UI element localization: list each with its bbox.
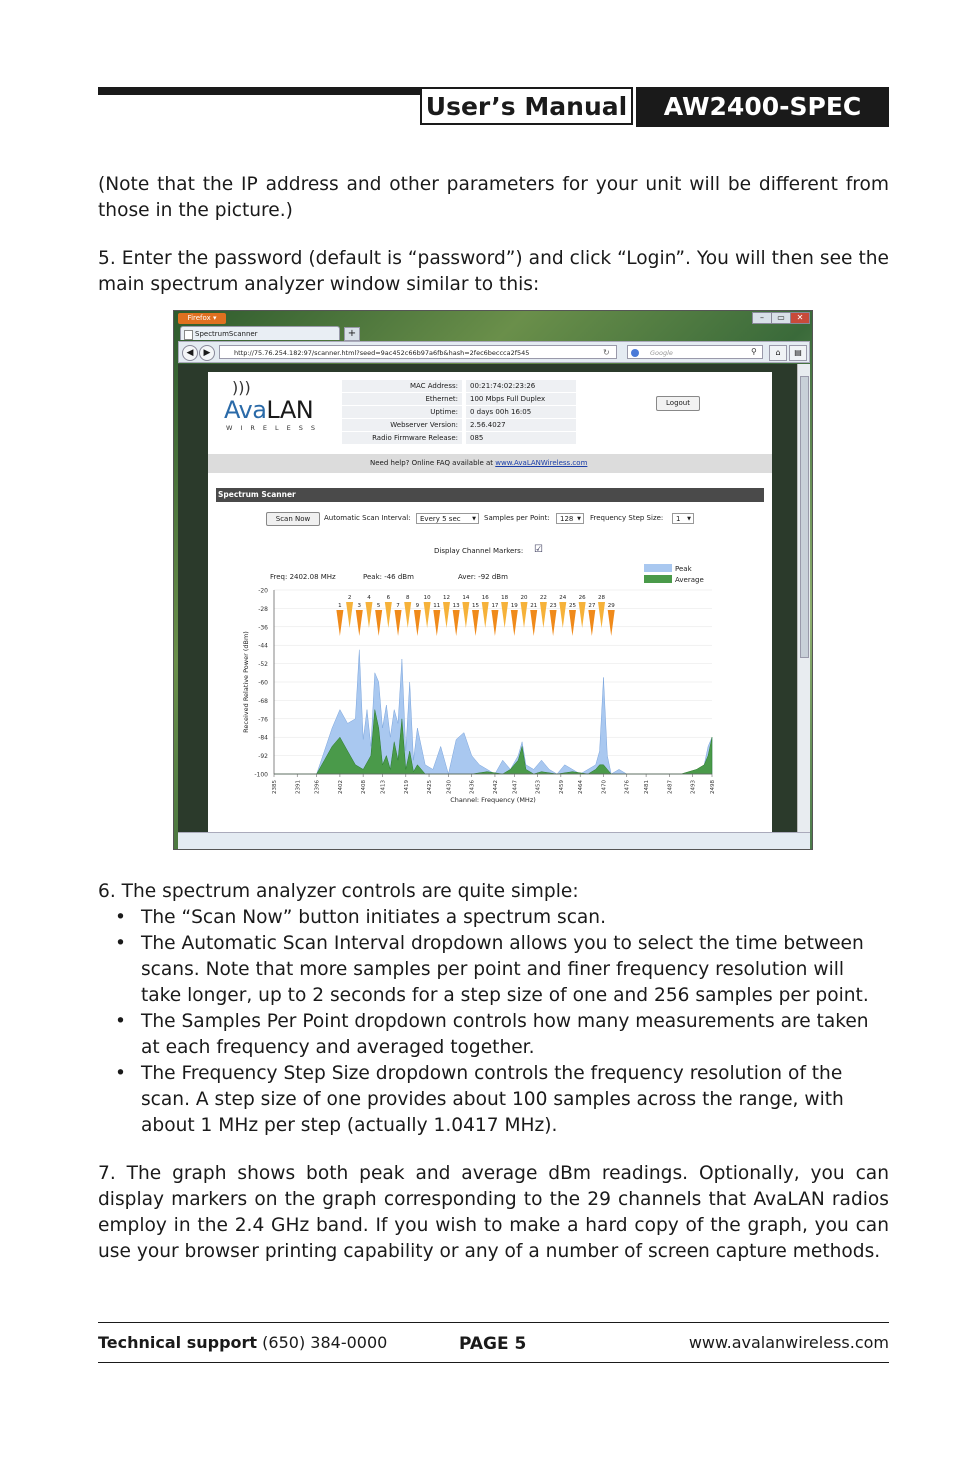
bullet-icon: • <box>115 1011 126 1032</box>
channel-marker <box>540 602 547 628</box>
reload-icon[interactable]: ↻ <box>603 348 610 357</box>
bullet-icon: • <box>115 933 126 954</box>
channel-marker <box>472 610 479 636</box>
samples-value: 128 <box>560 515 574 523</box>
x-tick-label: 2396 <box>314 780 321 794</box>
channel-marker-label: 25 <box>568 603 576 609</box>
samples-label: Samples per Point: <box>484 514 550 522</box>
x-tick-label: 2481 <box>644 780 651 794</box>
auto-interval-label: Automatic Scan Interval: <box>324 514 411 522</box>
y-tick-label: -92 <box>258 753 268 761</box>
y-tick-label: -76 <box>258 716 268 724</box>
x-tick-label: 2419 <box>403 780 410 794</box>
x-tick-label: 2453 <box>535 780 542 794</box>
footer-support <box>98 1333 387 1353</box>
x-tick-label: 2402 <box>337 780 344 794</box>
channel-marker-label: 5 <box>376 603 381 609</box>
x-tick-label: 2430 <box>446 780 453 794</box>
y-axis-label: Received Relative Power (dBm) <box>242 631 250 733</box>
bullet-icon: • <box>115 1063 126 1084</box>
channel-marker-label: 9 <box>415 603 420 609</box>
support-phone: (650) 384-0000 <box>257 1333 388 1352</box>
scrollbar-thumb[interactable] <box>800 376 809 658</box>
info-value: 100 Mbps Full Duplex <box>466 393 576 405</box>
channel-marker-label: 27 <box>588 603 596 609</box>
close-icon[interactable]: ✕ <box>790 312 810 324</box>
legend-swatch <box>644 575 672 583</box>
avg-readout: Aver: -92 dBm <box>458 573 508 581</box>
channel-marker-label: 15 <box>472 603 480 609</box>
markers-checkbox[interactable]: ☑ <box>534 544 543 555</box>
back-icon[interactable]: ◀ <box>182 345 198 361</box>
channel-marker <box>521 602 528 628</box>
maximize-icon[interactable]: ▭ <box>771 312 791 324</box>
x-tick-label: 2476 <box>624 780 631 794</box>
channel-marker-label: 18 <box>501 595 509 601</box>
y-tick-label: -84 <box>258 734 268 742</box>
x-tick-label: 2487 <box>667 780 674 794</box>
channel-marker <box>608 610 615 636</box>
peak-readout: Peak: -46 dBm <box>363 573 414 581</box>
header-model-label: AW2400-SPEC <box>636 87 889 127</box>
x-axis-label: Channel: Frequency (MHz) <box>450 796 536 804</box>
info-value: 2.56.4027 <box>466 419 576 431</box>
channel-marker <box>588 610 595 636</box>
x-tick-label: 2391 <box>295 780 302 794</box>
channel-marker-label: 6 <box>386 595 391 601</box>
x-tick-label: 2385 <box>272 780 278 794</box>
channel-marker-label: 20 <box>520 595 528 601</box>
channel-marker <box>598 602 605 628</box>
list-item <box>115 1061 889 1139</box>
step6-intro: 6. The spectrum analyzer controls are quite simple: <box>98 881 579 902</box>
channel-marker <box>569 610 576 636</box>
legend-label: Average <box>675 576 704 584</box>
search-input[interactable]: Google <box>627 345 763 359</box>
channel-marker <box>365 602 372 628</box>
list-item-text: The Samples Per Point dropdown controls how many measurements are taken at each frequency and averaged together. <box>141 1011 869 1058</box>
channel-marker <box>453 610 460 636</box>
info-value: 085 <box>466 432 576 444</box>
channel-marker <box>385 602 392 628</box>
channel-marker <box>395 610 402 636</box>
channel-marker-label: 29 <box>607 603 615 609</box>
channel-marker-label: 21 <box>530 603 538 609</box>
faq-link[interactable]: www.AvaLANWireless.com <box>495 459 588 467</box>
channel-marker <box>530 610 537 636</box>
channel-marker <box>443 602 450 628</box>
legend-swatch <box>644 564 672 572</box>
navigation-bar <box>178 341 810 363</box>
legend-label: Peak <box>675 565 692 573</box>
status-bar <box>178 832 810 849</box>
channel-marker <box>491 610 498 636</box>
firefox-menu-button[interactable]: Firefox ▾ <box>178 313 226 324</box>
footer-rule-bottom <box>98 1362 889 1363</box>
chevron-down-icon: ▼ <box>472 516 476 522</box>
channel-marker <box>375 610 382 636</box>
tab-title: SpectrumScanner <box>195 330 258 338</box>
support-label: Technical support <box>98 1333 258 1352</box>
logo-text-lan: LAN <box>266 396 314 424</box>
new-tab-button[interactable]: + <box>344 327 360 341</box>
info-key: Webserver Version: <box>342 419 462 431</box>
scan-now-button[interactable]: Scan Now <box>266 512 320 526</box>
forward-icon[interactable]: ▶ <box>199 345 215 361</box>
url-bar[interactable]: http://75.76.254.182:97/scanner.html?seed=9ac452c66b97a6fb&hash=2fec6beccca2f545 <box>219 345 617 359</box>
channel-marker-label: 3 <box>357 603 362 609</box>
y-tick-label: -60 <box>258 679 268 687</box>
x-tick-label: 2459 <box>558 780 565 794</box>
x-tick-label: 2408 <box>361 780 368 794</box>
google-icon <box>631 349 639 357</box>
logo-text-ava: Ava <box>224 396 267 424</box>
chevron-down-icon: ▼ <box>577 516 581 522</box>
channel-marker <box>579 602 586 628</box>
channel-marker <box>511 610 518 636</box>
list-item <box>115 905 889 931</box>
channel-marker-label: 7 <box>396 603 400 609</box>
header-rule <box>98 87 420 95</box>
web-page <box>208 372 772 832</box>
channel-marker-label: 12 <box>442 595 450 601</box>
channel-marker <box>346 602 353 628</box>
bookmarks-icon[interactable]: ▤ <box>789 345 807 361</box>
freq-readout: Freq: 2402.08 MHz <box>270 573 336 581</box>
step-size-value: 1 <box>676 515 681 523</box>
y-tick-label: -100 <box>254 771 268 779</box>
channel-marker-label: 16 <box>481 595 489 601</box>
list-item-text: The Automatic Scan Interval dropdown allows you to select the time between scans. Note that more samples per point and finer frequency resolution will take longer, up to 2 seconds for a step size of one and 256 samples per point. <box>141 933 869 1006</box>
channel-marker-label: 2 <box>347 595 352 601</box>
page-icon <box>184 330 193 340</box>
header-manual-label: User’s Manual <box>420 87 633 125</box>
x-tick-label: 2413 <box>380 780 387 794</box>
y-tick-label: -68 <box>258 697 268 705</box>
auto-interval-value: Every 5 sec <box>420 515 461 523</box>
y-tick-label: -44 <box>258 642 268 650</box>
step6-bullet-list <box>115 905 889 1139</box>
channel-marker <box>404 602 411 628</box>
channel-marker <box>356 610 363 636</box>
channel-marker-label: 26 <box>578 595 586 601</box>
tab-strip <box>178 324 810 340</box>
info-key: Uptime: <box>342 406 462 418</box>
channel-marker <box>550 610 557 636</box>
search-icon[interactable]: ⚲ <box>751 347 757 356</box>
page-number: PAGE 5 <box>459 1334 527 1354</box>
y-tick-label: -20 <box>258 587 268 595</box>
chevron-down-icon: ▼ <box>687 516 691 522</box>
list-item <box>115 1009 889 1061</box>
channel-marker <box>336 610 343 636</box>
channel-marker-label: 13 <box>452 603 460 609</box>
tab-spectrum-scanner[interactable] <box>180 326 340 340</box>
x-tick-label: 2498 <box>710 780 716 794</box>
spectrum-chart <box>208 372 772 832</box>
channel-marker <box>414 610 421 636</box>
note-paragraph: (Note that the IP address and other parameters for your unit will be different from those in the picture.) <box>98 174 889 221</box>
section-title: Spectrum Scanner <box>216 488 764 502</box>
info-key: Ethernet: <box>342 393 462 405</box>
footer-website[interactable]: www.avalanwireless.com <box>688 1333 889 1352</box>
x-tick-label: 2447 <box>512 780 519 794</box>
list-item-text: The Frequency Step Size dropdown controls the frequency resolution of the scan. A step size of one provides about 100 samples across the range, with about 1 MHz per step (actually 1.0417 MHz). <box>141 1063 844 1136</box>
browser-screenshot <box>173 310 813 850</box>
channel-marker-label: 14 <box>462 595 470 601</box>
list-item-text: The “Scan Now” button initiates a spectrum scan. <box>141 907 607 928</box>
y-tick-label: -36 <box>258 624 268 632</box>
channel-marker-label: 23 <box>549 603 557 609</box>
channel-marker-label: 10 <box>423 595 431 601</box>
info-key: Radio Firmware Release: <box>342 432 462 444</box>
bullet-icon: • <box>115 907 126 928</box>
x-tick-label: 2425 <box>427 780 434 794</box>
channel-marker-label: 17 <box>491 603 499 609</box>
channel-marker <box>482 602 489 628</box>
x-tick-label: 2436 <box>469 780 476 794</box>
x-tick-label: 2464 <box>578 780 585 794</box>
step5-paragraph: 5. Enter the password (default is “password”) and click “Login”. You will then see the main spectrum analyzer window similar to this: <box>98 248 889 295</box>
info-value: 00:21:74:02:23:26 <box>466 380 576 392</box>
channel-marker <box>462 602 469 628</box>
channel-marker <box>559 602 566 628</box>
info-value: 0 days 00h 16:05 <box>466 406 576 418</box>
channel-marker-label: 4 <box>367 595 371 601</box>
channel-marker <box>501 602 508 628</box>
logout-button[interactable]: Logout <box>656 396 700 411</box>
list-item <box>115 931 889 1009</box>
channel-marker <box>424 602 431 628</box>
step7-paragraph: 7. The graph shows both peak and average dBm readings. Optionally, you can display markers on the graph corresponding to the 29 channels that AvaLAN radios employ in the 2.4 GHz band. If you wish to make a hard copy of the graph, you can use your browser printing capability or any of a number of screen capture methods. <box>98 1163 889 1262</box>
wireless-wave-icon: ))) <box>232 378 251 397</box>
channel-marker-label: 24 <box>559 595 567 601</box>
home-icon[interactable]: ⌂ <box>769 345 787 361</box>
channel-marker-label: 22 <box>539 595 547 601</box>
x-tick-label: 2470 <box>601 780 608 794</box>
info-key: MAC Address: <box>342 380 462 392</box>
channel-marker-label: 19 <box>510 603 518 609</box>
y-tick-label: -28 <box>258 605 268 613</box>
logo-subtitle: WIRELESS <box>226 424 323 432</box>
channel-marker-label: 1 <box>338 603 342 609</box>
minimize-icon[interactable]: – <box>752 312 772 324</box>
x-tick-label: 2442 <box>492 780 499 794</box>
footer-rule-top <box>98 1322 889 1323</box>
channel-marker-label: 11 <box>433 603 441 609</box>
channel-marker <box>433 610 440 636</box>
markers-label: Display Channel Markers: <box>434 547 524 555</box>
channel-marker-label: 8 <box>405 595 410 601</box>
vertical-scrollbar[interactable] <box>797 364 810 832</box>
help-text: Need help? Online FAQ available at <box>370 459 496 467</box>
y-tick-label: -52 <box>258 661 268 669</box>
browser-viewport <box>178 364 800 832</box>
channel-marker-label: 28 <box>598 595 606 601</box>
step-size-label: Frequency Step Size: <box>590 514 664 522</box>
x-tick-label: 2493 <box>690 780 697 794</box>
